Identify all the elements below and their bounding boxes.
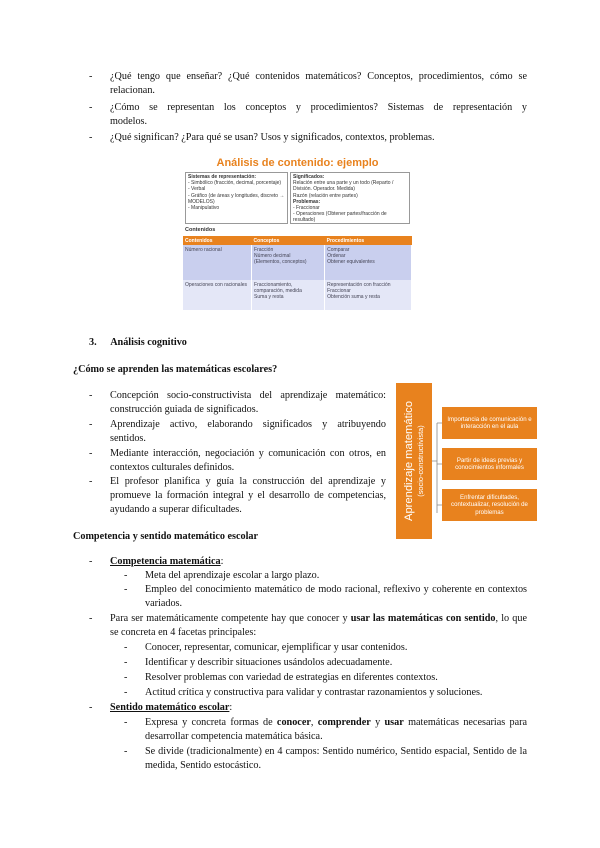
list-text: Se divide (tradicionalmente) en 4 campos: Sentido numérico, Sentido espacial, Sentido de la medida, Sentido estocástico.	[145, 746, 527, 772]
diagram-box-difficulties: Enfrentar dificultades, contextualizar, resolución de problemas	[442, 489, 537, 521]
list-dash: -	[89, 71, 93, 82]
representation-box	[185, 172, 288, 224]
para-ser-item	[89, 612, 527, 640]
table-cell: Fracción Número decimal (Elementos, conceptos)	[252, 245, 325, 280]
facet-item	[124, 686, 527, 700]
top-list-item-3	[89, 131, 527, 145]
colon: :	[229, 702, 233, 713]
list-dash: -	[124, 746, 128, 757]
list-dash: -	[89, 132, 93, 143]
list-text: Empleo del conocimiento matemático de modo racional, reflexivo y coherente en contextos variados.	[145, 584, 527, 610]
list-dash: -	[89, 702, 93, 713]
para-ser-pre: Para ser matemáticamente competente hay que conocer y	[110, 613, 351, 624]
diagram-title: Aprendizaje matemático	[403, 401, 415, 522]
sense-bold: comprender	[317, 717, 371, 728]
sense-text: Expresa y concreta formas de	[145, 717, 277, 728]
representation-title: Sistemas de representación:	[188, 174, 257, 180]
list-text: Aprendizaje activo, elaborando significados y atribuyendo sentidos.	[110, 419, 386, 445]
competence-sub-1	[124, 569, 527, 583]
figure-title: Análisis de contenido: ejemplo	[216, 157, 379, 169]
mid-list-item-4	[89, 475, 386, 518]
list-dash: -	[89, 102, 93, 113]
list-dash: -	[124, 584, 128, 595]
table-header: Contenidos	[183, 236, 252, 245]
sense-sub-2	[124, 745, 527, 773]
sense-text: y	[370, 717, 385, 728]
list-text: ¿Qué significan? ¿Para qué se usan? Usos y significados, contextos, problemas.	[110, 132, 435, 143]
list-dash: -	[89, 613, 93, 624]
list-text: ¿Cómo se representan los conceptos y procedimientos? Sistemas de representación y modelos.	[110, 102, 527, 128]
table-header-row	[183, 236, 412, 245]
mid-list-item-1	[89, 389, 386, 417]
meanings-title: Significados:	[293, 174, 325, 180]
sense-text: ,	[310, 717, 318, 728]
competence-label: Competencia matemática	[110, 556, 221, 567]
representation-item: - Simbólico (fracción, decimal, porcentaje)	[188, 180, 282, 187]
list-text: Concepción socio-constructivista del aprendizaje matemático: construcción guiada de significados.	[110, 390, 386, 416]
facet-item	[124, 641, 527, 655]
mid-list-item-2	[89, 418, 386, 446]
competence-sub-2	[124, 583, 527, 611]
list-text: Mediante interacción, negociación y comunicación con otros, en contextos culturales definidos.	[110, 448, 386, 474]
representation-item: - Verbal	[188, 186, 206, 193]
facet-item	[124, 671, 527, 685]
list-dash: -	[124, 687, 128, 698]
colon: :	[220, 556, 224, 567]
question-heading: ¿Cómo se aprenden las matemáticas escolares?	[73, 364, 278, 375]
sense-text: matemáticas necesarias para desarrollar competencia matemática básica.	[145, 717, 528, 743]
mid-list-item-3	[89, 447, 386, 475]
table-row	[183, 280, 412, 310]
table-header: Conceptos	[252, 236, 325, 245]
table-cell: Comparar Ordenar Obtener equivalentes	[325, 245, 412, 280]
section-number: 3.	[89, 337, 97, 348]
list-text: Meta del aprendizaje escolar a largo plazo.	[145, 570, 320, 581]
list-text: Identificar y describir situaciones usándolos adecuadamente.	[145, 657, 393, 668]
problems-title: Problemas:	[293, 198, 321, 205]
list-dash: -	[89, 476, 93, 487]
content-analysis-figure	[183, 156, 412, 302]
meanings-item: Relación entre una parte y un todo (Reparto / División. Operador. Medida)	[293, 180, 394, 193]
top-list-item-2	[89, 101, 527, 129]
table-cell: Representación con fracción Fraccionar Obtención suma y resta	[325, 280, 412, 310]
sense-item	[89, 701, 527, 715]
problems-item: - Fraccionar	[293, 205, 320, 212]
section-title: Análisis cognitivo	[110, 337, 187, 348]
list-text: Conocer, representar, comunicar, ejemplificar y usar contenidos.	[145, 642, 408, 653]
representation-item: - Gráfico (de áreas y longitudes, discreto → MODELOS)	[188, 192, 285, 205]
sense-label: Sentido matemático escolar	[110, 702, 230, 713]
diagram-box-communication: Importancia de comunicación e interacción en el aula	[442, 407, 537, 439]
sense-bold: conocer	[276, 717, 311, 728]
list-dash: -	[124, 672, 128, 683]
representation-item: - Manipulativo	[188, 205, 220, 212]
list-dash: -	[124, 570, 128, 581]
competence-heading: Competencia y sentido matemático escolar	[73, 531, 259, 542]
list-dash: -	[124, 717, 128, 728]
facet-item	[124, 656, 527, 670]
sense-sub-1	[124, 716, 527, 744]
top-list-item-1	[89, 70, 527, 98]
table-cell: Operaciones con racionales	[183, 280, 252, 310]
contents-table	[183, 236, 412, 310]
diagram-box-prior-ideas: Partir de ideas previas y conocimientos informales	[442, 448, 537, 480]
table-header: Procedimientos	[325, 236, 412, 245]
section-heading	[89, 336, 187, 350]
list-dash: -	[89, 556, 93, 567]
meanings-item: Razón (relación entre partes)	[293, 192, 358, 199]
para-ser-post: , lo que se concreta en 4 facetas principales:	[110, 613, 527, 639]
problems-item: - Operaciones (Obtener partes/fracción de resultado)	[293, 211, 387, 224]
list-dash: -	[124, 642, 128, 653]
list-text: El profesor planifica y guía la construcción del aprendizaje y promueve la formación integral y el desarrollo de competencias, ayudando a superar dificultades.	[110, 476, 386, 516]
list-dash: -	[89, 390, 93, 401]
diagram-subtitle: (socio-constructivista)	[416, 425, 425, 497]
meanings-box	[290, 172, 410, 224]
list-dash: -	[89, 448, 93, 459]
para-ser-bold: usar las matemáticas con sentido	[350, 613, 496, 624]
list-text: ¿Qué tengo que enseñar? ¿Qué contenidos matemáticos? Conceptos, procedimientos, cómo se relacionan.	[110, 71, 527, 97]
list-text: Actitud crítica y constructiva para validar y contrastar razonamientos y soluciones.	[145, 687, 483, 698]
table-row	[183, 245, 412, 280]
table-cell: Fraccionamiento, comparación, medida Suma y resta	[252, 280, 325, 310]
list-text: Resolver problemas con variedad de estrategias en diferentes contextos.	[145, 672, 438, 683]
list-dash: -	[89, 419, 93, 430]
table-cell: Número racional	[183, 245, 252, 280]
list-dash: -	[124, 657, 128, 668]
contents-title: Contenidos	[185, 227, 216, 233]
sense-bold: usar	[384, 717, 404, 728]
learning-diagram	[396, 383, 544, 539]
competence-item	[89, 555, 527, 569]
